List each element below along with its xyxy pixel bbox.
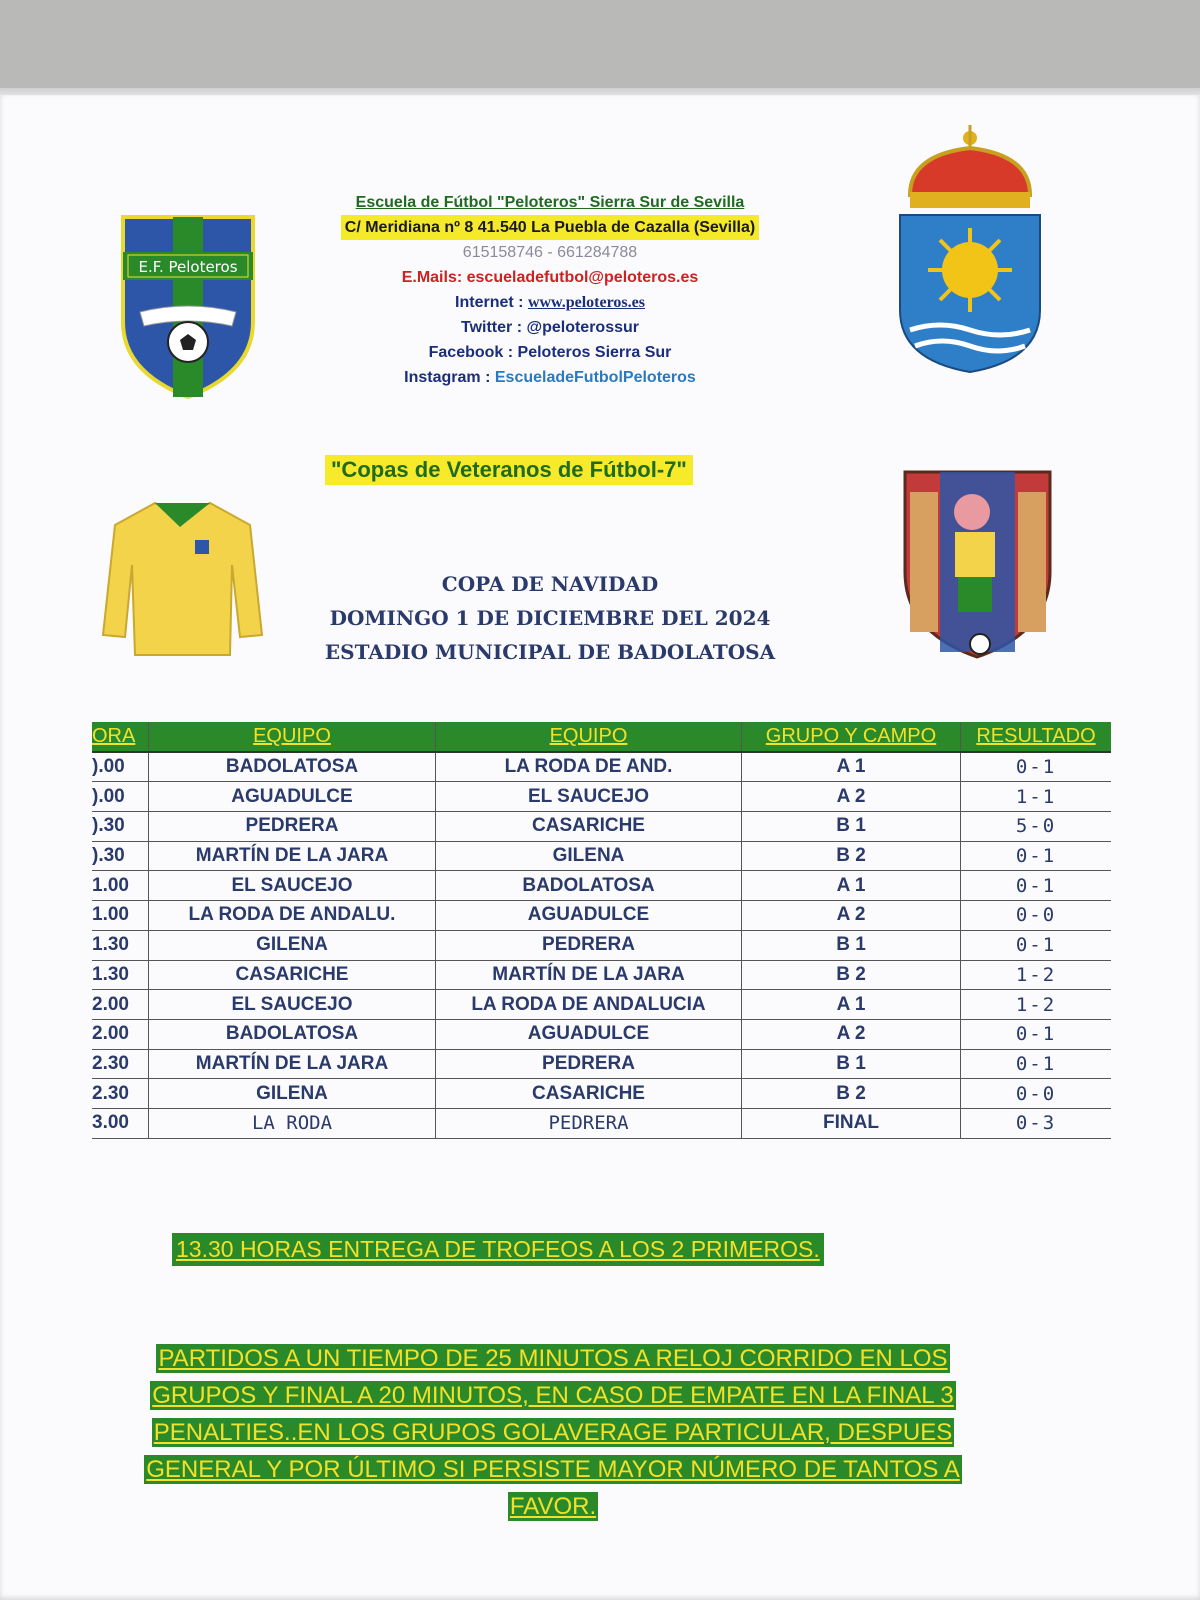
- table-row: 2.30 GILENA CASARICHE B 2 0-0: [92, 1079, 1111, 1109]
- contact-block: [270, 190, 830, 390]
- internet-link[interactable]: www.peloteros.es: [527, 294, 645, 311]
- table-row: 1.30 CASARICHE MARTÍN DE LA JARA B 2 1-2: [92, 960, 1111, 990]
- header-time: ORA: [92, 722, 149, 752]
- facebook-line: Facebook : Peloteros Sierra Sur: [428, 344, 672, 361]
- table-row-final: 3.00 LA RODA PEDRERA FINAL 0-3: [92, 1108, 1111, 1138]
- table-row: 2.00 BADOLATOSA AGUADULCE A 2 0-1: [92, 1019, 1111, 1049]
- instagram-label: Instagram :: [404, 369, 491, 386]
- header-team2: EQUIPO: [436, 722, 742, 752]
- table-row: ).00 AGUADULCE EL SAUCEJO A 2 1-1: [92, 782, 1111, 812]
- event-date: DOMINGO 1 DE DICIEMBRE DEL 2024: [329, 606, 771, 630]
- phones: 615158746 - 661284788: [462, 244, 638, 261]
- trophy-note: 13.30 HORAS ENTREGA DE TROFEOS A LOS 2 PRIMEROS.: [172, 1233, 824, 1266]
- rules-block: [108, 1340, 998, 1525]
- event-name: COPA DE NAVIDAD: [441, 572, 659, 596]
- coat-of-arms-icon: [895, 120, 1045, 375]
- instagram-value: EscueladeFutbolPeloteros: [494, 369, 696, 386]
- header-team1: EQUIPO: [149, 722, 436, 752]
- table-row: 1.00 LA RODA DE ANDALU. AGUADULCE A 2 0-0: [92, 901, 1111, 931]
- table-row: ).30 MARTÍN DE LA JARA GILENA B 2 0-1: [92, 841, 1111, 871]
- peloteros-badge-icon: [118, 212, 258, 402]
- school-name: Escuela de Fútbol "Peloteros" Sierra Sur de Sevilla: [355, 194, 745, 211]
- rules-text: PARTIDOS A UN TIEMPO DE 25 MINUTOS A RELOJ CORRIDO EN LOS GRUPOS Y FINAL A 20 MINUTOS, EN CASO DE EMPATE EN LA FINAL 3 PENALTIES..EN LOS GRUPOS GOLAVERAGE PARTICULAR, DESPUES GENERAL Y POR ÚLTIMO SI PERSISTE MAYOR NÚMERO DE TANTOS A FAVOR.: [146, 1345, 960, 1520]
- header-group: GRUPO Y CAMPO: [742, 722, 961, 752]
- mails-value[interactable]: escueladefutbol@peloteros.es: [466, 269, 699, 286]
- jersey-icon: [100, 495, 265, 660]
- table-row: ).00 BADOLATOSA LA RODA DE AND. A 1 0-1: [92, 752, 1111, 782]
- table-row: ).30 PEDRERA CASARICHE B 1 5-0: [92, 812, 1111, 842]
- table-row: 2.00 EL SAUCEJO LA RODA DE ANDALUCIA A 1 1-2: [92, 990, 1111, 1020]
- address: C/ Meridiana nº 8 41.540 La Puebla de Cazalla (Sevilla): [341, 215, 759, 240]
- table-row: 1.30 GILENA PEDRERA B 1 0-1: [92, 930, 1111, 960]
- event-info: [300, 567, 800, 669]
- header-result: RESULTADO: [961, 722, 1112, 752]
- mascot-crest-icon: [900, 452, 1055, 662]
- table-row: 2.30 MARTÍN DE LA JARA PEDRERA B 1 0-1: [92, 1049, 1111, 1079]
- badge-text: E.F. Peloteros: [138, 258, 238, 276]
- cup-title: "Copas de Veteranos de Fútbol-7": [325, 455, 693, 485]
- twitter-line: Twitter : @peloterossur: [461, 319, 639, 336]
- schedule-table: [92, 722, 1111, 1139]
- event-venue: ESTADIO MUNICIPAL DE BADOLATOSA: [324, 640, 776, 664]
- table-header-row: [92, 722, 1111, 752]
- table-row: 1.00 EL SAUCEJO BADOLATOSA A 1 0-1: [92, 871, 1111, 901]
- mails-label: E.Mails:: [401, 269, 463, 286]
- internet-label: Internet :: [455, 294, 524, 311]
